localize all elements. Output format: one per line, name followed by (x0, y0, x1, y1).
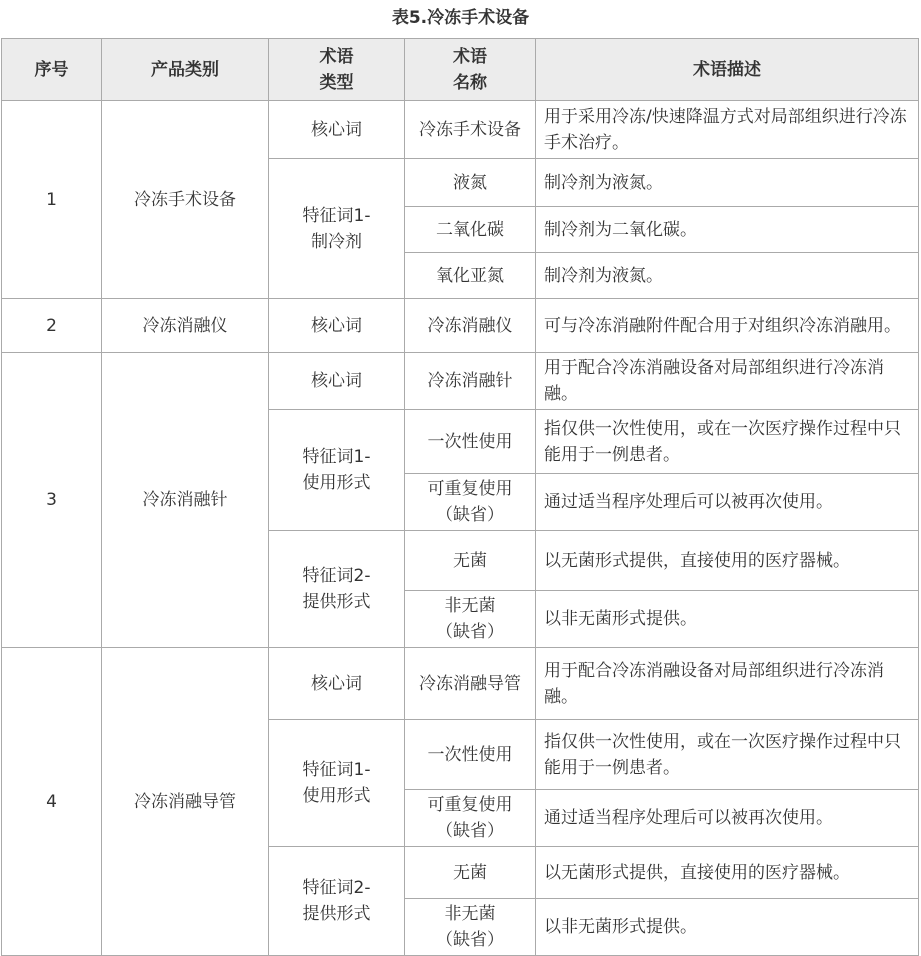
cell-term-type: 特征词1- 使用形式 (269, 410, 405, 531)
cell-category: 冷冻消融仪 (102, 299, 269, 353)
table-row (2, 648, 919, 720)
table-row (2, 299, 919, 353)
terminology-table (1, 38, 919, 956)
cell-term-type: 特征词1- 制冷剂 (269, 159, 405, 299)
cell-term-name: 非无菌 （缺省） (405, 591, 536, 648)
cell-no: 1 (2, 101, 102, 299)
cell-no: 4 (2, 648, 102, 956)
cell-term-desc: 通过适当程序处理后可以被再次使用。 (536, 474, 919, 531)
table-title: 表5.冷冻手术设备 (391, 8, 530, 28)
cell-term-desc: 制冷剂为二氧化碳。 (536, 207, 919, 253)
cell-term-desc: 以非无菌形式提供。 (536, 899, 919, 956)
cell-no: 2 (2, 299, 102, 353)
cell-term-type: 核心词 (269, 299, 405, 353)
cell-term-name: 可重复使用 （缺省） (405, 790, 536, 847)
cell-no: 3 (2, 353, 102, 648)
cell-term-type: 核心词 (269, 101, 405, 159)
cell-term-desc: 指仅供一次性使用，或在一次医疗操作过程中只能用于一例患者。 (536, 720, 919, 790)
cell-term-name: 二氧化碳 (405, 207, 536, 253)
cell-term-type: 核心词 (269, 648, 405, 720)
cell-term-desc: 制冷剂为液氮。 (536, 159, 919, 207)
cell-term-desc: 指仅供一次性使用，或在一次医疗操作过程中只能用于一例患者。 (536, 410, 919, 474)
cell-term-type: 特征词2- 提供形式 (269, 847, 405, 956)
cell-term-name: 氧化亚氮 (405, 253, 536, 299)
cell-term-desc: 用于采用冷冻/快速降温方式对局部组织进行冷冻手术治疗。 (536, 101, 919, 159)
cell-category: 冷冻手术设备 (102, 101, 269, 299)
cell-term-desc: 制冷剂为液氮。 (536, 253, 919, 299)
header-row (2, 39, 919, 101)
header-term-type: 术语 类型 (269, 39, 405, 101)
cell-term-type: 特征词1- 使用形式 (269, 720, 405, 847)
cell-term-name: 液氮 (405, 159, 536, 207)
table-row (2, 353, 919, 410)
cell-category: 冷冻消融导管 (102, 648, 269, 956)
cell-term-name: 冷冻手术设备 (405, 101, 536, 159)
cell-term-name: 一次性使用 (405, 410, 536, 474)
header-term-desc: 术语描述 (536, 39, 919, 101)
cell-term-name: 一次性使用 (405, 720, 536, 790)
cell-term-name: 非无菌 （缺省） (405, 899, 536, 956)
cell-category: 冷冻消融针 (102, 353, 269, 648)
cell-term-name: 冷冻消融仪 (405, 299, 536, 353)
cell-term-desc: 以非无菌形式提供。 (536, 591, 919, 648)
cell-term-type: 特征词2- 提供形式 (269, 531, 405, 648)
cell-term-desc: 可与冷冻消融附件配合用于对组织冷冻消融用。 (536, 299, 919, 353)
cell-term-name: 无菌 (405, 531, 536, 591)
table-row (2, 101, 919, 159)
cell-term-desc: 以无菌形式提供，直接使用的医疗器械。 (536, 847, 919, 899)
cell-term-type: 核心词 (269, 353, 405, 410)
header-no: 序号 (2, 39, 102, 101)
cell-term-desc: 用于配合冷冻消融设备对局部组织进行冷冻消融。 (536, 353, 919, 410)
table-body (2, 101, 919, 956)
cell-term-desc: 用于配合冷冻消融设备对局部组织进行冷冻消融。 (536, 648, 919, 720)
header-category: 产品类别 (102, 39, 269, 101)
cell-term-desc: 以无菌形式提供，直接使用的医疗器械。 (536, 531, 919, 591)
cell-term-name: 可重复使用 （缺省） (405, 474, 536, 531)
header-term-name: 术语 名称 (405, 39, 536, 101)
cell-term-name: 冷冻消融针 (405, 353, 536, 410)
cell-term-desc: 通过适当程序处理后可以被再次使用。 (536, 790, 919, 847)
cell-term-name: 无菌 (405, 847, 536, 899)
cell-term-name: 冷冻消融导管 (405, 648, 536, 720)
